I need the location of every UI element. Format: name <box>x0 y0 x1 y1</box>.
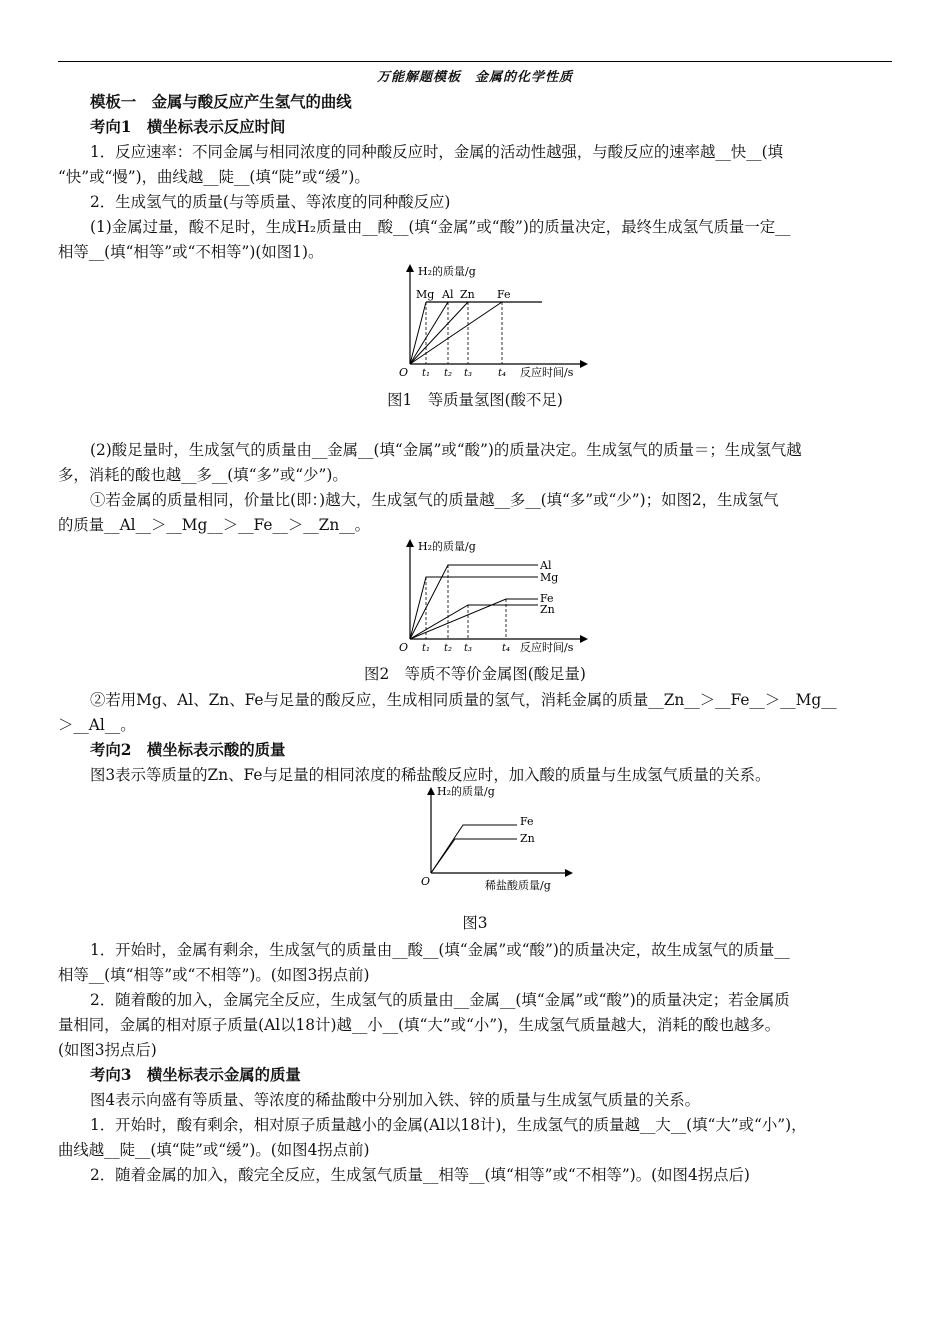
label-zn: Zn <box>540 603 555 616</box>
tick-t4: t₄ <box>502 643 511 654</box>
y-axis-label: H₂的质量/g <box>418 540 476 553</box>
text-line: 2．随着金属的加入，酸完全反应，生成氢气质量__相等__(填“相等”或“不相等”)。(如图4拐点后) <box>90 1166 750 1184</box>
figure-3-caption: 图3 <box>462 914 488 932</box>
x-axis-arrow <box>580 635 588 643</box>
text-line: 图4表示向盛有等质量、等浓度的稀盐酸中分别加入铁、锌的质量与生成氢气质量的关系。 <box>90 1091 701 1109</box>
x-axis-label: 反应时间/s <box>520 366 574 379</box>
curve-zn <box>431 839 517 873</box>
curve-fe <box>431 825 517 873</box>
text-line: ②若用Mg、Al、Zn、Fe与足量的酸反应，生成相同质量的氢气，消耗金属的质量__Zn__＞__Fe__＞__Mg__ <box>90 691 837 709</box>
x-axis-label: 反应时间/s <box>520 641 574 654</box>
tick-t3: t₃ <box>464 368 473 379</box>
text-line: “快”或“慢”)，曲线越__陡__(填“陡”或“缓”)。 <box>58 168 370 186</box>
figure-3 <box>415 783 575 895</box>
text-line: 的质量__Al__＞__Mg__＞__Fe__＞__Zn__。 <box>58 516 371 534</box>
page-header: 万能解题模板 金属的化学性质 <box>376 70 573 85</box>
label-al: Al <box>540 559 552 572</box>
label-fe: Fe <box>540 592 554 605</box>
header-rule <box>58 61 892 62</box>
origin-label: O <box>399 641 409 654</box>
label-al: Al <box>442 288 454 301</box>
x-axis-arrow <box>565 869 573 877</box>
text-line: 1．开始时，金属有剩余，生成氢气的质量由__酸__(填“金属”或“酸”)的质量决定，故生成氢气的质量__ <box>90 941 790 959</box>
text-line: 2．生成氢气的质量(与等质量、等浓度的同种酸反应) <box>90 193 451 211</box>
x-axis-arrow <box>580 360 588 368</box>
label-zn: Zn <box>460 288 475 301</box>
y-axis-arrow <box>427 787 435 795</box>
origin-label: O <box>421 875 431 888</box>
text-line: ＞__Al__。 <box>58 716 136 734</box>
text-line: (如图3拐点后) <box>58 1041 157 1059</box>
label-fe: Fe <box>520 815 534 828</box>
text-line: ①若金属的质量相同，价量比(即：)越大，生成氢气的质量越__多__(填“多”或“少”)；如图2，生成氢气 <box>90 491 779 509</box>
curve-mg <box>410 577 538 639</box>
tick-t1: t₁ <box>422 368 431 379</box>
text-line: 曲线越__陡__(填“陡”或“缓”)。(如图4拐点前) <box>58 1141 370 1159</box>
text-line: 图3表示等质量的Zn、Fe与足量的相同浓度的稀盐酸反应时，加入酸的质量与生成氢气质量的关系。 <box>90 766 771 784</box>
direction-3-heading: 考向3 横坐标表示金属的质量 <box>90 1066 301 1084</box>
direction-2-heading: 考向2 横坐标表示酸的质量 <box>90 741 286 759</box>
text-line: (2)酸足量时，生成氢气的质量由__金属__(填“金属”或“酸”)的质量决定。生成氢气的质量＝；生成氢气越 <box>90 441 802 459</box>
label-mg: Mg <box>540 571 559 584</box>
tick-t3: t₃ <box>464 643 473 654</box>
figure-2 <box>390 535 590 655</box>
curve-fe <box>410 605 538 639</box>
text-line: 相等__(填“相等”或“不相等”)。(如图3拐点前) <box>58 966 370 984</box>
y-axis-label: H₂的质量/g <box>437 785 495 798</box>
label-mg: Mg <box>416 288 435 301</box>
tick-t2: t₂ <box>444 643 453 654</box>
text-line: 量相同，金属的相对原子质量(Al以18计)越__小__(填“大”或“小”)，生成氢气质量越大，消耗的酸也越多。 <box>58 1016 781 1034</box>
y-axis-arrow <box>406 264 414 272</box>
figure-1 <box>390 260 590 380</box>
text-line: 1．开始时，酸有剩余，相对原子质量越小的金属(Al以18计)，生成氢气的质量越__大__(填“大”或“小”)， <box>90 1116 807 1134</box>
text-line: 相等__(填“相等”或“不相等”)(如图1)。 <box>58 243 324 261</box>
label-fe: Fe <box>497 288 511 301</box>
tick-t2: t₂ <box>444 368 453 379</box>
tick-t4: t₄ <box>498 368 507 379</box>
text-line: 2．随着酸的加入，金属完全反应，生成氢气的质量由__金属__(填“金属”或“酸”)的质量决定；若金属质 <box>90 991 790 1009</box>
y-axis-label: H₂的质量/g <box>418 265 476 278</box>
template-heading: 模板一 金属与酸反应产生氢气的曲线 <box>90 93 352 111</box>
direction-1-heading: 考向1 横坐标表示反应时间 <box>90 118 286 136</box>
curve-zn <box>410 302 468 364</box>
x-axis-label: 稀盐酸质量/g <box>485 879 551 892</box>
figure-2-caption: 图2 等质不等价金属图(酸足量) <box>364 665 586 683</box>
y-axis-arrow <box>406 539 414 547</box>
text-line: 多，消耗的酸也越__多__(填“多”或“少”)。 <box>58 466 348 484</box>
text-line: 1．反应速率：不同金属与相同浓度的同种酸反应时，金属的活动性越强，与酸反应的速率越__快__(填 <box>90 143 783 161</box>
curve-al <box>410 302 448 364</box>
text-line: (1)金属过量，酸不足时，生成H₂质量由__酸__(填“金属”或“酸”)的质量决定，最终生成氢气质量一定__ <box>90 218 791 236</box>
label-zn: Zn <box>520 832 535 845</box>
figure-1-caption: 图1 等质量氢图(酸不足) <box>387 391 563 409</box>
tick-t1: t₁ <box>422 643 431 654</box>
origin-label: O <box>399 366 409 379</box>
